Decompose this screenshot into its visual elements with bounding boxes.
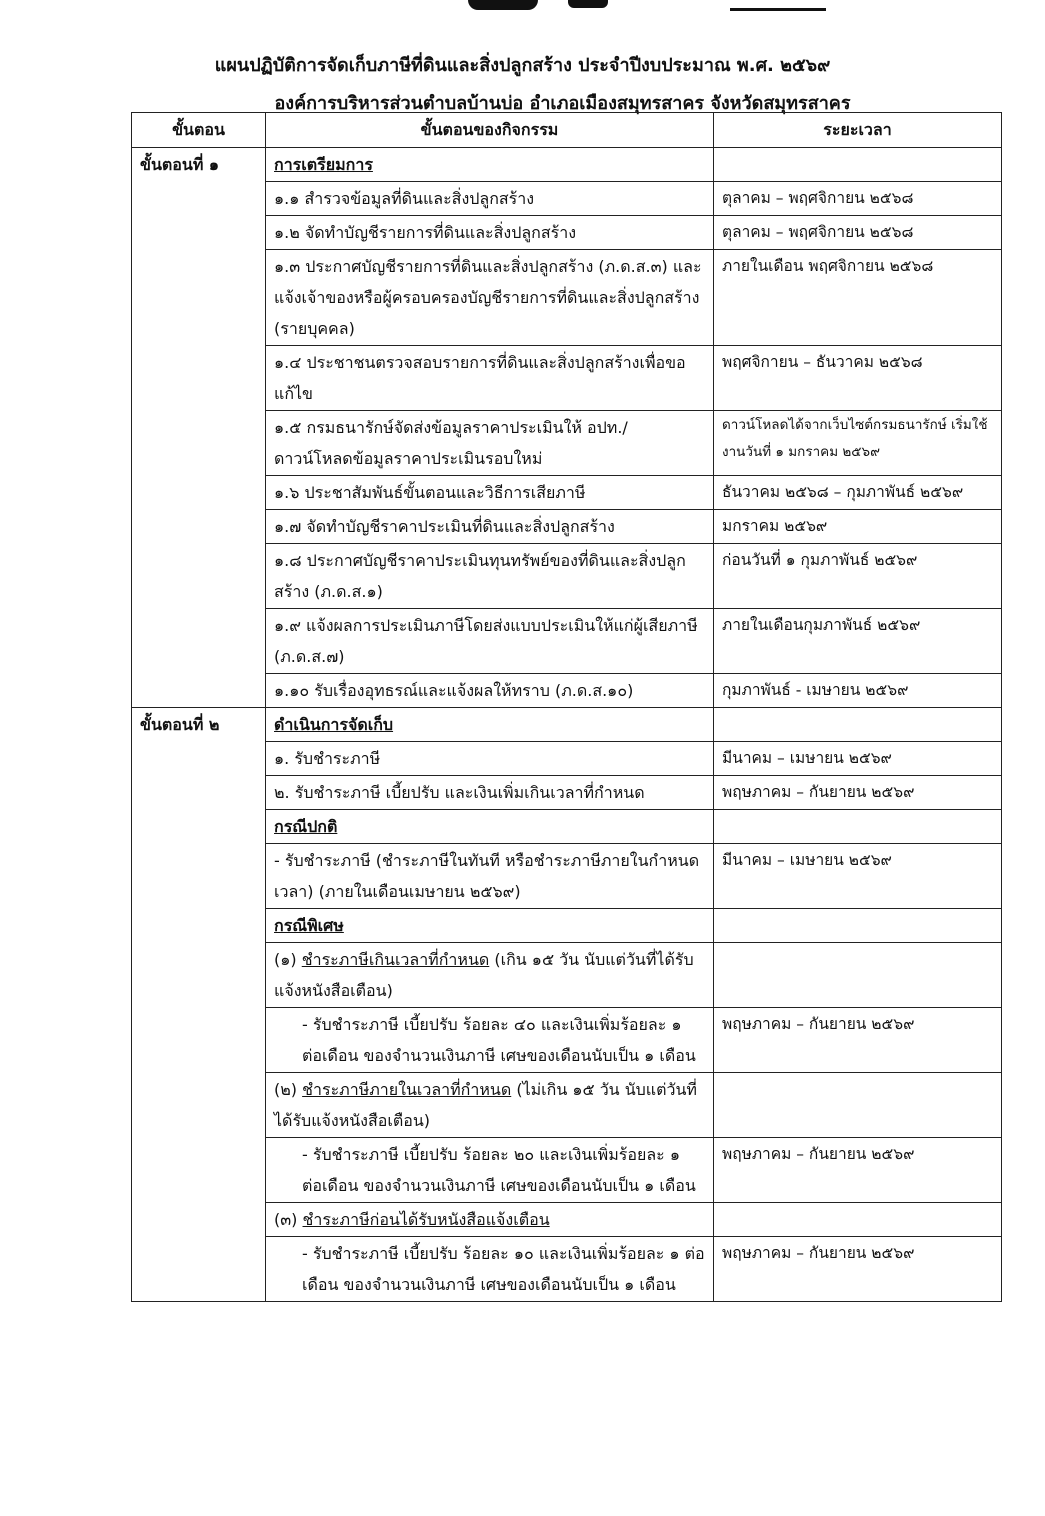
- table-row: [132, 510, 1002, 544]
- table-row: [132, 943, 1002, 1008]
- period-cell: ภายในเดือนกุมภาพันธ์ ๒๕๖๙: [714, 609, 1002, 674]
- table-row: [132, 148, 1002, 182]
- activity-cell: ๑. รับชำระภาษี: [266, 742, 714, 776]
- activity-cell: ๑.๓ ประกาศบัญชีรายการที่ดินและสิ่งปลูกสร้าง (ภ.ด.ส.๓) และแจ้งเจ้าของหรือผู้ครอบครองบัญชีรายการที่ดินและสิ่งปลูกสร้าง (รายบุคคล): [266, 250, 714, 346]
- tax-plan-table: [131, 112, 1002, 1302]
- activity-cell: ๑.๑๐ รับเรื่องอุทธรณ์และแจ้งผลให้ทราบ (ภ.ด.ส.๑๐): [266, 674, 714, 708]
- period-cell: ภายในเดือน พฤศจิกายน ๒๕๖๘: [714, 250, 1002, 346]
- table-row: [132, 909, 1002, 943]
- period-cell: ธันวาคม ๒๕๖๘ – กุมภาพันธ์ ๒๕๖๙: [714, 476, 1002, 510]
- table-row: [132, 1008, 1002, 1073]
- header-stage: ขั้นตอน: [132, 113, 266, 148]
- special-case-underlined: ชำระภาษีก่อนได้รับหนังสือแจ้งเตือน: [302, 1210, 550, 1229]
- period-cell: พฤษภาคม – กันยายน ๒๕๖๙: [714, 1138, 1002, 1203]
- activity-cell: ๑.๙ แจ้งผลการประเมินภาษีโดยส่งแบบประเมินให้แก่ผู้เสียภาษี (ภ.ด.ส.๗): [266, 609, 714, 674]
- empty-cell: [714, 943, 1002, 1008]
- table-row: [132, 250, 1002, 346]
- header-activity: ขั้นตอนของกิจกรรม: [266, 113, 714, 148]
- period-cell: พฤษภาคม – กันยายน ๒๕๖๙: [714, 1008, 1002, 1073]
- activity-cell: ๑.๖ ประชาสัมพันธ์ขั้นตอนและวิธีการเสียภาษี: [266, 476, 714, 510]
- table-row: [132, 476, 1002, 510]
- document-subtitle: องค์การบริหารส่วนตำบลบ้านบ่อ อำเภอเมืองสมุทรสาคร จังหวัดสมุทรสาคร: [274, 93, 851, 114]
- special-case-title: (๓) ชำระภาษีก่อนได้รับหนังสือแจ้งเตือน: [266, 1203, 714, 1237]
- stage-2-label: ขั้นตอนที่ ๒: [132, 708, 266, 742]
- period-cell: พฤษภาคม – กันยายน ๒๕๖๙: [714, 776, 1002, 810]
- stage-1-heading: [266, 148, 714, 182]
- table-row: [132, 411, 1002, 476]
- table-row: [132, 844, 1002, 909]
- period-cell: มกราคม ๒๕๖๙: [714, 510, 1002, 544]
- stage-1-heading-text: การเตรียมการ: [274, 155, 373, 174]
- table-row: [132, 708, 1002, 742]
- special-case-heading-text: กรณีพิเศษ: [274, 916, 344, 935]
- normal-case-heading-text: กรณีปกติ: [274, 817, 338, 836]
- period-cell: พฤษภาคม – กันยายน ๒๕๖๙: [714, 1237, 1002, 1302]
- activity-cell: ๑.๒ จัดทำบัญชีรายการที่ดินและสิ่งปลูกสร้าง: [266, 216, 714, 250]
- special-case-underlined: ชำระภาษีเกินเวลาที่กำหนด: [301, 950, 490, 969]
- special-case-detail: - รับชำระภาษี เบี้ยปรับ ร้อยละ ๔๐ และเงินเพิ่มร้อยละ ๑ ต่อเดือน ของจำนวนเงินภาษี เศษของเดือนนับเป็น ๑ เดือน: [266, 1008, 714, 1073]
- period-cell: ดาวน์โหลดได้จากเว็บไซต์กรมธนารักษ์ เริ่มใช้งานวันที่ ๑ มกราคม ๒๕๖๙: [714, 411, 1002, 476]
- table-row: [132, 609, 1002, 674]
- table-row: [132, 216, 1002, 250]
- table-row: [132, 1237, 1002, 1302]
- table-row: [132, 1203, 1002, 1237]
- letterhead-mark: [468, 0, 828, 12]
- normal-case-heading: [266, 810, 714, 844]
- activity-cell: ๒. รับชำระภาษี เบี้ยปรับ และเงินเพิ่มเกินเวลาที่กำหนด: [266, 776, 714, 810]
- activity-cell: ๑.๔ ประชาชนตรวจสอบรายการที่ดินและสิ่งปลูกสร้างเพื่อขอแก้ไข: [266, 346, 714, 411]
- activity-cell: ๑.๗ จัดทำบัญชีราคาประเมินที่ดินและสิ่งปลูกสร้าง: [266, 510, 714, 544]
- table-row: [132, 1138, 1002, 1203]
- period-cell: ตุลาคม – พฤศจิกายน ๒๕๖๘: [714, 216, 1002, 250]
- table-row: [132, 674, 1002, 708]
- empty-cell: [714, 148, 1002, 182]
- period-cell: ก่อนวันที่ ๑ กุมภาพันธ์ ๒๕๖๙: [714, 544, 1002, 609]
- document-title: แผนปฏิบัติการจัดเก็บภาษีที่ดินและสิ่งปลูกสร้าง ประจำปีงบประมาณ พ.ศ. ๒๕๖๙: [214, 55, 831, 76]
- empty-cell: [714, 1203, 1002, 1237]
- special-case-heading: [266, 909, 714, 943]
- table-row: [132, 742, 1002, 776]
- header-period: ระยะเวลา: [714, 113, 1002, 148]
- stage-2-heading: [266, 708, 714, 742]
- special-case-title: (๑) ชำระภาษีเกินเวลาที่กำหนด (เกิน ๑๕ วัน นับแต่วันที่ได้รับแจ้งหนังสือเตือน): [266, 943, 714, 1008]
- table-row: [132, 776, 1002, 810]
- table-row: [132, 1073, 1002, 1138]
- table-row: [132, 346, 1002, 411]
- stage-2-heading-text: ดำเนินการจัดเก็บ: [274, 715, 394, 734]
- period-cell: ตุลาคม – พฤศจิกายน ๒๕๖๘: [714, 182, 1002, 216]
- stage-1-label: ขั้นตอนที่ ๑: [132, 148, 266, 182]
- special-case-detail: - รับชำระภาษี เบี้ยปรับ ร้อยละ ๑๐ และเงินเพิ่มร้อยละ ๑ ต่อเดือน ของจำนวนเงินภาษี เศษของเดือนนับเป็น ๑ เดือน: [266, 1237, 714, 1302]
- period-cell: กุมภาพันธ์ - เมษายน ๒๕๖๙: [714, 674, 1002, 708]
- activity-cell: - รับชำระภาษี (ชำระภาษีในทันที หรือชำระภาษีภายในกำหนดเวลา) (ภายในเดือนเมษายน ๒๕๖๙): [266, 844, 714, 909]
- activity-cell: ๑.๕ กรมธนารักษ์จัดส่งข้อมูลราคาประเมินให้ อปท./ดาวน์โหลดข้อมูลราคาประเมินรอบใหม่: [266, 411, 714, 476]
- table-row: [132, 182, 1002, 216]
- table-row: [132, 544, 1002, 609]
- empty-cell: [714, 1073, 1002, 1138]
- special-case-underlined: ชำระภาษีภายในเวลาที่กำหนด: [302, 1080, 512, 1099]
- special-case-title: (๒) ชำระภาษีภายในเวลาที่กำหนด (ไม่เกิน ๑๕ วัน นับแต่วันที่ได้รับแจ้งหนังสือเตือน): [266, 1073, 714, 1138]
- period-cell: พฤศจิกายน – ธันวาคม ๒๕๖๘: [714, 346, 1002, 411]
- table-header-row: [132, 113, 1002, 148]
- empty-cell: [714, 708, 1002, 742]
- special-case-detail: - รับชำระภาษี เบี้ยปรับ ร้อยละ ๒๐ และเงินเพิ่มร้อยละ ๑ ต่อเดือน ของจำนวนเงินภาษี เศษของเดือนนับเป็น ๑ เดือน: [266, 1138, 714, 1203]
- empty-cell: [714, 909, 1002, 943]
- period-cell: มีนาคม – เมษายน ๒๕๖๙: [714, 742, 1002, 776]
- empty-cell: [714, 810, 1002, 844]
- activity-cell: ๑.๑ สำรวจข้อมูลที่ดินและสิ่งปลูกสร้าง: [266, 182, 714, 216]
- table-row: [132, 810, 1002, 844]
- period-cell: มีนาคม – เมษายน ๒๕๖๙: [714, 844, 1002, 909]
- activity-cell: ๑.๘ ประกาศบัญชีราคาประเมินทุนทรัพย์ของที่ดินและสิ่งปลูกสร้าง (ภ.ด.ส.๑): [266, 544, 714, 609]
